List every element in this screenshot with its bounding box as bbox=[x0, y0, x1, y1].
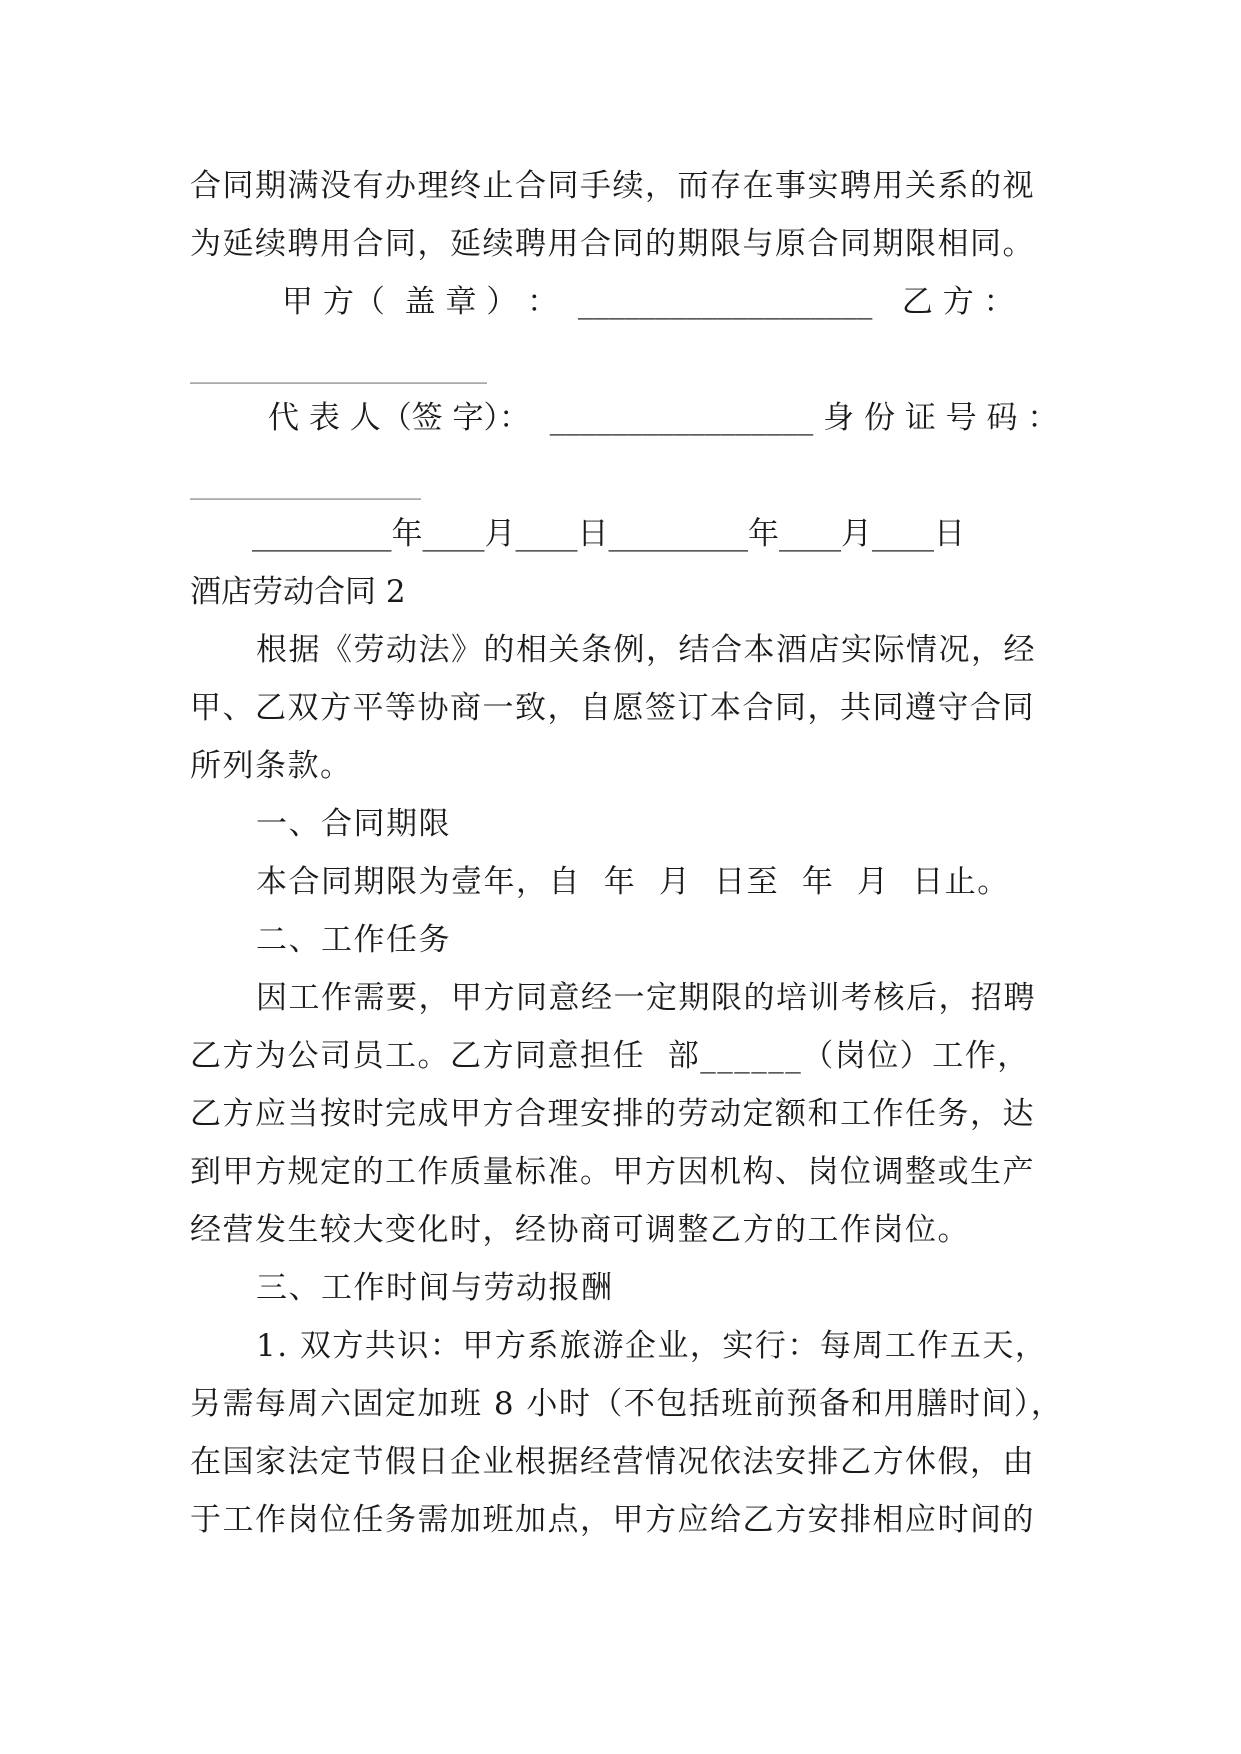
paragraph-line: 合同期满没有办理终止合同手续，而存在事实聘用关系的视 bbox=[190, 168, 1035, 204]
clause-heading: 二、工作任务 bbox=[256, 922, 451, 958]
date-line: _________年____月____日_________年____月____日 bbox=[252, 516, 965, 552]
clause-heading: 一、合同期限 bbox=[256, 806, 451, 842]
clause-heading: 三、工作时间与劳动报酬 bbox=[256, 1270, 614, 1306]
paragraph-line: 乙方应当按时完成甲方合理安排的劳动定额和工作任务，达 bbox=[190, 1096, 1035, 1132]
paragraph-line: 于工作岗位任务需加班加点，甲方应给乙方安排相应时间的 bbox=[190, 1502, 1035, 1538]
paragraph-line: 甲、乙双方平等协商一致，自愿签订本合同，共同遵守合同 bbox=[190, 690, 1035, 726]
paragraph-line: 所列条款。 bbox=[190, 748, 353, 784]
signature-line-representative: 代 表 人（签 字）： _________________ 身 份 证 号 码 ： bbox=[268, 400, 1059, 436]
paragraph-line: 根据《劳动法》的相关条例，结合本酒店实际情况，经 bbox=[256, 632, 1036, 668]
section-title: 酒店劳动合同 2 bbox=[190, 574, 406, 610]
paragraph-line: 本合同期限为壹年，自 年 月 日至 年 月 日止。 bbox=[256, 864, 1010, 900]
blank-underline: ___________________________ bbox=[190, 359, 487, 384]
paragraph-line: 在国家法定节假日企业根据经营情况依法安排乙方休假，由 bbox=[190, 1444, 1035, 1480]
blank-underline: _____________________ bbox=[190, 475, 421, 500]
signature-line-party-a-b: 甲 方（ 盖 章 ） ： ___________________ 乙 方 ： bbox=[282, 284, 1015, 320]
paragraph-line: 1. 双方共识：甲方系旅游企业，实行：每周工作五天， bbox=[256, 1328, 1048, 1364]
paragraph-line: 为延续聘用合同，延续聘用合同的期限与原合同期限相同。 bbox=[190, 226, 1035, 262]
paragraph-line: 因工作需要，甲方同意经一定期限的培训考核后，招聘 bbox=[256, 980, 1036, 1016]
paragraph-line: 到甲方规定的工作质量标准。甲方因机构、岗位调整或生产 bbox=[190, 1154, 1035, 1190]
paragraph-line: 经营发生较大变化时，经协商可调整乙方的工作岗位。 bbox=[190, 1212, 970, 1248]
paragraph-line: 另需每周六固定加班 8 小时（不包括班前预备和用膳时间）， bbox=[190, 1386, 1064, 1422]
paragraph-line: 乙方为公司员工。乙方同意担任 部______（岗位）工作， bbox=[190, 1038, 1030, 1074]
